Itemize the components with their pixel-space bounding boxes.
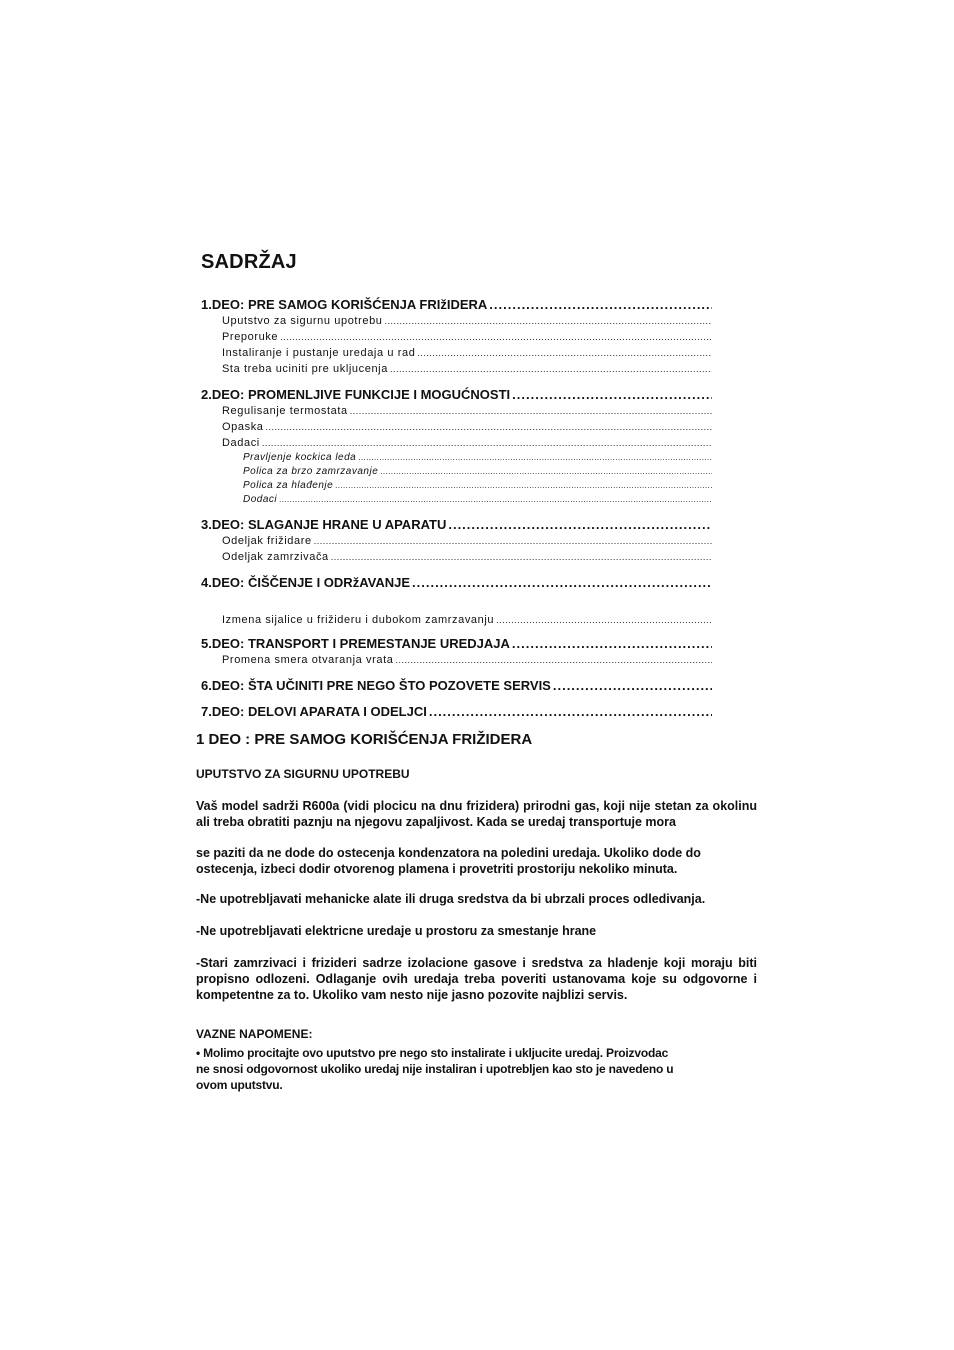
- section-subtitle: UPUTSTVO ZA SIGURNU UPOTREBU: [196, 767, 410, 781]
- toc-subitem[interactable]: [201, 479, 712, 493]
- toc-section-label: 7.DEO: DELOVI APARATA I ODELJCI: [201, 704, 427, 719]
- toc-subitem[interactable]: [201, 465, 712, 479]
- dot-leader: [331, 549, 712, 565]
- notes-title: VAZNE NAPOMENE:: [196, 1027, 313, 1041]
- table-of-contents: [201, 296, 712, 720]
- toc-item[interactable]: [201, 403, 712, 419]
- dot-leader: [429, 703, 712, 720]
- dot-leader: [390, 361, 712, 377]
- toc-item-label: Odeljak zamrzivača: [222, 551, 329, 563]
- dot-leader: [448, 516, 712, 533]
- toc-item[interactable]: [201, 612, 712, 628]
- toc-item-label: Preporuke: [222, 331, 279, 343]
- toc-item-label: Instaliranje i pustanje uredaja u rad: [222, 347, 416, 359]
- toc-section-5[interactable]: [201, 635, 712, 652]
- dot-leader: [489, 296, 712, 313]
- section-title: 1 DEO : PRE SAMOG KORIŠĆENJA FRIŽIDERA: [196, 731, 533, 748]
- dot-leader: [385, 313, 713, 329]
- toc-section-label: 3.DEO: SLAGANJE HRANE U APARATU: [201, 517, 447, 532]
- toc-item-label: Regulisanje termostata: [222, 405, 348, 417]
- toc-item[interactable]: [201, 345, 712, 361]
- dot-leader: [262, 435, 712, 451]
- dot-leader: [553, 677, 712, 694]
- notes-line-1: [196, 1045, 716, 1061]
- toc-subitem-label: Dodaci: [243, 494, 278, 505]
- toc-item[interactable]: [201, 329, 712, 345]
- toc-subitem-label: Polica za hlađenje: [243, 480, 334, 491]
- notes-line-2: ne snosi odgovornost ukoliko uredaj nije instaliran i upotrebljen kao sto je navedeno u: [196, 1062, 674, 1076]
- toc-item-label: Opaska: [222, 421, 264, 433]
- paragraph-defrost: -Ne upotrebljavati mehanicke alate ili druga sredstva da bi ubrzali proces odledivanja.: [196, 892, 706, 906]
- toc-section-4[interactable]: [201, 574, 712, 591]
- toc-item[interactable]: [201, 313, 712, 329]
- dot-leader: [512, 635, 712, 652]
- toc-item[interactable]: [201, 435, 712, 451]
- paragraph-condenser: se paziti da ne dode do ostecenja kondenzatora na poledini uredaja. Ukoliko dode do ostecenja, izbeci dodir otvorenog plamena i provetriti prostoriju nekoliko minuta.: [196, 846, 701, 876]
- notes-line-3: ovom uputstvu.: [196, 1078, 283, 1092]
- dot-leader: [512, 386, 712, 403]
- notes-text: Molimo procitajte ovo uputstvo pre nego sto instalirate i ukljucite uredaj. Proizvodac: [203, 1046, 669, 1060]
- toc-section-label: 4.DEO: ČIŠČENJE I ODRžAVANJE: [201, 575, 411, 590]
- dot-leader: [279, 493, 712, 507]
- dot-leader: [395, 652, 712, 668]
- toc-item[interactable]: [201, 652, 712, 668]
- toc-item-label: Odeljak frižidare: [222, 535, 312, 547]
- dot-leader: [335, 479, 712, 493]
- toc-section-1[interactable]: [201, 296, 712, 313]
- toc-item-label: Sta treba uciniti pre ukljucenja: [222, 363, 388, 375]
- toc-item[interactable]: [201, 549, 712, 565]
- toc-item[interactable]: [201, 361, 712, 377]
- toc-section-label: 1.DEO: PRE SAMOG KORIŠĆENJA FRIžIDERA: [201, 297, 488, 312]
- toc-section-label: 5.DEO: TRANSPORT I PREMESTANJE UREDJAJA: [201, 636, 510, 651]
- dot-leader: [350, 403, 712, 419]
- toc-section-6[interactable]: [201, 677, 712, 694]
- toc-section-label: 6.DEO: ŠTA UČINITI PRE NEGO ŠTO POZOVETE SERVIS: [201, 678, 551, 693]
- toc-subitem-label: Polica za brzo zamrzavanje: [243, 466, 379, 477]
- dot-leader: [417, 345, 712, 361]
- toc-item-label: Izmena sijalice u frižideru i dubokom zamrzavanju: [222, 614, 495, 626]
- paragraph-disposal: -Stari zamrzivaci i frizideri sadrze izolacione gasove i sredstva za hladenje koji moraju biti propisno odlozeni. Odlaganje ovih uredaja treba poveriti ustanovama koje su odgovorne i kompetentne za to. Ukoliko vam nesto nije jasno pozovite najblizi servis.: [196, 956, 757, 1002]
- toc-subitem[interactable]: [201, 493, 712, 507]
- toc-section-label: 2.DEO: PROMENLJIVE FUNKCIJE I MOGUĆNOSTI: [201, 387, 511, 402]
- dot-leader: [358, 451, 712, 465]
- toc-title: SADRŽAJ: [201, 251, 297, 273]
- toc-section-2[interactable]: [201, 386, 712, 403]
- bullet: •: [196, 1046, 201, 1060]
- dot-leader: [380, 465, 712, 479]
- dot-leader: [280, 329, 712, 345]
- toc-section-3[interactable]: [201, 516, 712, 533]
- notes-body: [196, 1045, 716, 1093]
- dot-leader: [266, 419, 712, 435]
- toc-item-label: Promena smera otvaranja vrata: [222, 654, 394, 666]
- toc-subitem-label: Pravljenje kockica leda: [243, 452, 357, 463]
- toc-item[interactable]: [201, 419, 712, 435]
- paragraph-electric: -Ne upotrebljavati elektricne uredaje u prostoru za smestanje hrane: [196, 924, 597, 938]
- toc-subitem[interactable]: [201, 451, 712, 465]
- dot-leader: [496, 612, 712, 628]
- toc-item[interactable]: [201, 533, 712, 549]
- toc-section-7[interactable]: [201, 703, 712, 720]
- dot-leader: [314, 533, 712, 549]
- toc-item-label: Dadaci: [222, 437, 260, 449]
- toc-item-label: Uputstvo za sigurnu upotrebu: [222, 315, 383, 327]
- dot-leader: [412, 574, 712, 591]
- paragraph-gas-warning: Vaš model sadrži R600a (vidi plocicu na dnu frizidera) prirodni gas, koji nije stetan za okolinu ali treba obratiti paznju na njegovu zapaljivost. Kada se uredaj transportuje mora: [196, 799, 757, 829]
